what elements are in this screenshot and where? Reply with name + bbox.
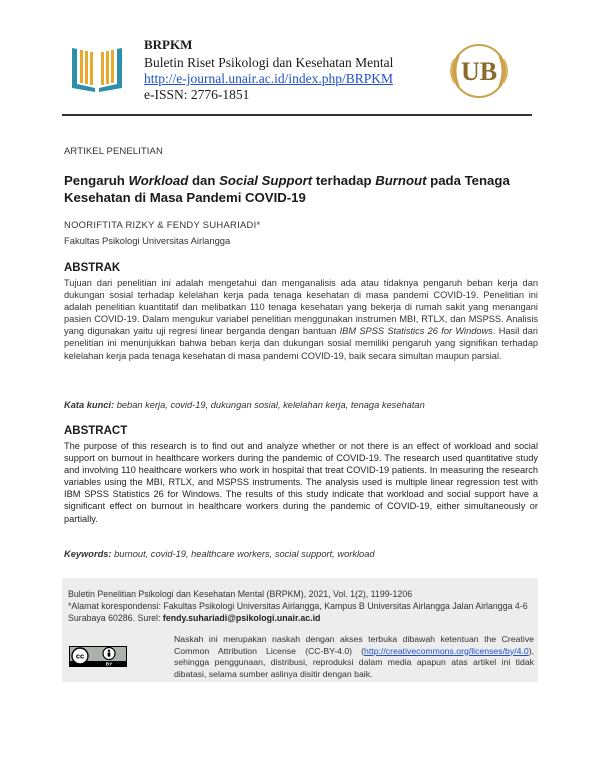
abstract-keywords: Keywords: burnout, covid-19, healthcare workers, social support, workload bbox=[64, 549, 375, 559]
journal-name: Buletin Riset Psikologi dan Kesehatan Mental bbox=[144, 55, 394, 70]
cc-by-license-badge[interactable] bbox=[69, 646, 127, 667]
abstrak-body: Tujuan dari penelitian ini adalah mengetahui dan menganalisis ada atau tidaknya pengaruh beban kerja dan dukungan sosial terhadap kelelahan kerja pada tenaga kesehatan di masa pandemi COVID-19. Penelitian ini adalah penelitian kuantitatif dan melibatkan 110 tenaga kesehatan yang bekerja di rumah sakit yang menangani pasien COVID-19. Dalam mengukur variabel penelitian menggunakan instrumen MBI, RTLX, dan MSPSS. Analisis yang digunakan yaitu uji regresi linear berganda dengan bantuan IBM SPSS Statistics 26 for Windows. Hasil dari penelitian ini menunjukkan bahwa beban kerja dan dukungan sosial memiliki pengaruh yang signifikan terhadap kelelahan kerja pada tenaga kesehatan di masa pandemi COVID-19, baik secara simultan maupun parsial. bbox=[64, 278, 538, 361]
journal-issn: e-ISSN: 2776-1851 bbox=[144, 87, 250, 102]
creative-commons-icon bbox=[72, 648, 88, 664]
license-statement: Naskah ini merupakan naskah dengan akses terbuka dibawah ketentuan the Creative Common Attribution License (CC-BY-4.0) (http://creativecommons.org/licenses/by/4.0), sehingga penggunaan, distribusi, reproduksi dalam media apapun atas artikel ini tidak dibatasi, selama sumber aslinya disitir dengan baik. bbox=[174, 634, 534, 679]
cc-badge-label: BY bbox=[105, 661, 113, 667]
abstrak-keywords: Kata kunci: beban kerja, covid-19, dukungan sosial, kelelahan kerja, tenaga kesehatan bbox=[64, 400, 425, 410]
logo-lettering: UB bbox=[460, 57, 498, 86]
svg-text:cc: cc bbox=[75, 651, 85, 661]
book-icon bbox=[72, 46, 122, 92]
article-section-label: ARTIKEL PENELITIAN bbox=[64, 146, 163, 157]
author-affiliation: Fakultas Psikologi Universitas Airlangga bbox=[64, 235, 231, 246]
university-logo bbox=[444, 40, 514, 102]
header-divider bbox=[62, 114, 532, 116]
journal-book-logo bbox=[68, 42, 126, 94]
correspondence-address: *Alamat korespondensi: Fakultas Psikologi Universitas Airlangga, Kampus B Universitas Airlangga Jalan Airlangga 4-6 Surabaya 60286. Surel: fendy.suhariadi@psikologi.unair.ac.id bbox=[68, 601, 528, 623]
journal-abbreviation: BRPKM bbox=[144, 37, 193, 52]
license-url-link[interactable]: http://creativecommons.org/licenses/by/4.0 bbox=[364, 645, 529, 656]
ub-emblem-icon bbox=[451, 45, 507, 97]
correspondence-email[interactable]: fendy.suhariadi@psikologi.unair.ac.id bbox=[162, 613, 321, 623]
abstract-heading: ABSTRACT bbox=[64, 425, 128, 437]
abstrak-heading: ABSTRAK bbox=[64, 262, 121, 274]
article-title: Pengaruh Workload dan Social Support terhadap Burnout pada Tenaga Kesehatan di Masa Pandemi COVID-19 bbox=[64, 173, 510, 205]
journal-url-link[interactable]: http://e-journal.unair.ac.id/index.php/BRPKM bbox=[144, 71, 393, 86]
abstract-body: The purpose of this research is to find out and analyze whether or not there is an effect of workload and social support on burnout in healthcare workers during the pandemic of COVID-19. The research used quantitative study and involving 110 healthcare workers who work in hospital that treat COVID-19 patients. In measuring the research variables using the MBI, RTLX, and MSPSS instruments. The analysis used is multiple linear regression test with IBM SPSS Statistics 26 for Windows. The results of this study indicate that workload and social support have a significant effect on burnout in healthcare workers during the pandemic of COVID-19, either simultaneously or partially. bbox=[64, 441, 538, 524]
article-authors: NOORIFTITA RIZKY & FENDY SUHARIADI* bbox=[64, 219, 261, 230]
attribution-person-icon bbox=[103, 648, 115, 660]
citation-line: Buletin Penelitian Psikologi dan Kesehatan Mental (BRPKM), 2021, Vol. 1(2), 1199-1206 bbox=[68, 589, 413, 599]
